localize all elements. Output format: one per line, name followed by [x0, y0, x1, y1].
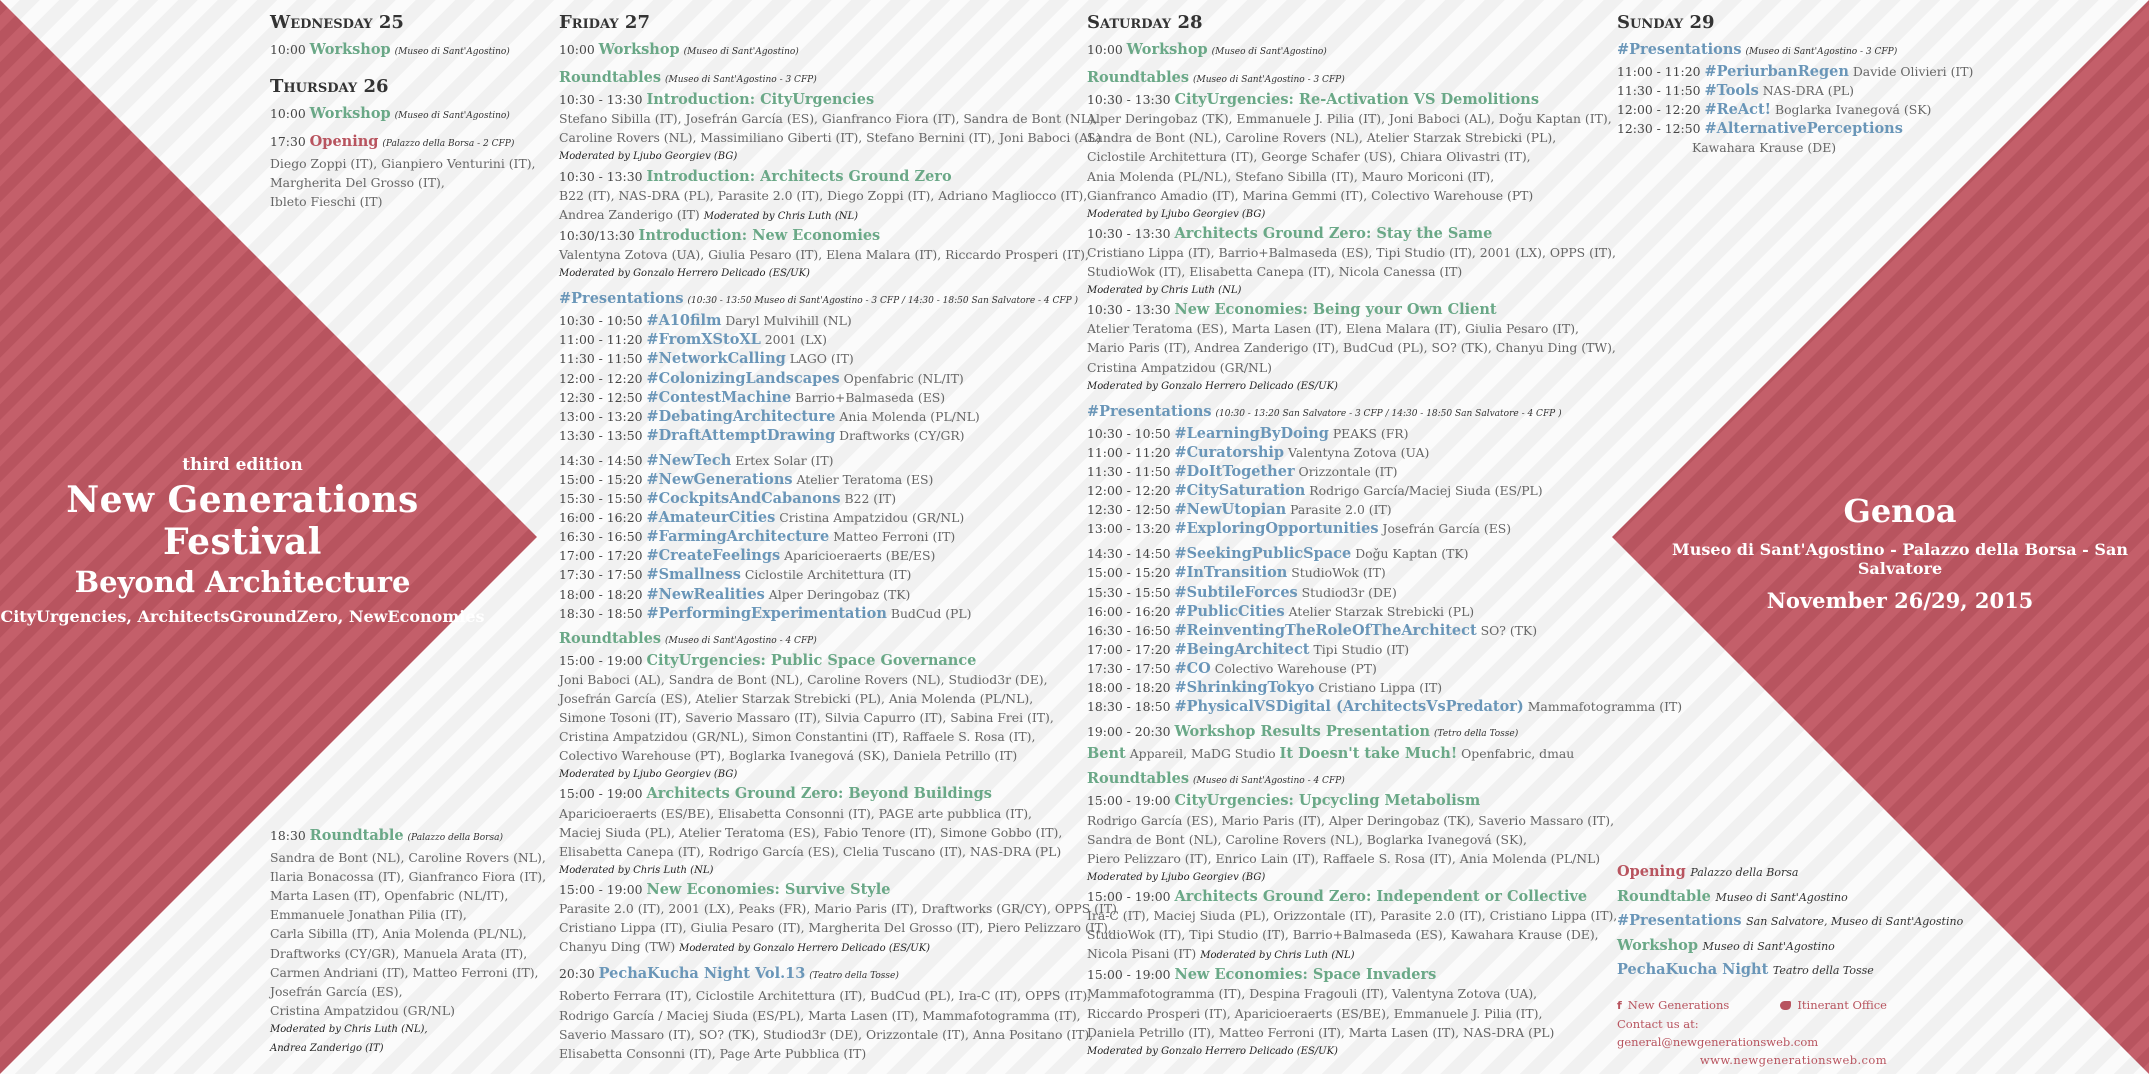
- column-sunday: [1617, 10, 1974, 158]
- thu-workshop: 10:00 Workshop (Museo di Sant'Agostino): [270, 105, 510, 123]
- names-line: Ciclostile Architettura (IT), George Schafer (US), Chiara Olivastri (IT),: [1087, 149, 1531, 165]
- session-title: 15:00 - 19:00 CityUrgencies: Public Space Governance: [559, 651, 977, 669]
- presentation-item: 10:30 - 10:50 #LearningByDoing PEAKS (FR): [1087, 424, 1409, 442]
- day-heading-saturday: Saturday 28: [1087, 12, 1203, 33]
- day-heading-sunday: Sunday 29: [1617, 12, 1715, 33]
- sat-workshop-projects: Bent Appareil, MaDG Studio It Doesn't take Much! Openfabric, dmau: [1087, 745, 1575, 763]
- names-line: Alper Deringobaz (TK), Emmanuele J. Pilia (IT), Joni Baboci (AL), Doǧu Kaptan (IT),: [1087, 111, 1612, 127]
- session-title: 15:00 - 19:00 Architects Ground Zero: Beyond Buildings: [559, 785, 992, 803]
- moderator-line: Moderated by Ljubo Georgiev (BG): [559, 769, 738, 781]
- presentation-item: 11:00 - 11:20 #PeriurbanRegen Davide Olivieri (IT): [1617, 63, 1974, 81]
- session-title: 10:30/13:30 Introduction: New Economies: [559, 226, 881, 244]
- day-heading-friday: Friday 27: [559, 12, 650, 33]
- session-title: 10:30 - 13:30 Introduction: CityUrgencies: [559, 91, 875, 109]
- names-line: Sandra de Bont (NL), Caroline Rovers (NL), Atelier Starzak Strebicki (PL),: [1087, 130, 1557, 146]
- festival-subtitle: Beyond Architecture: [74, 565, 411, 599]
- social-links: [1617, 996, 1887, 1015]
- presentation-item: 13:00 - 13:20 #ExploringOpportunities Josefrán García (ES): [1087, 520, 1512, 538]
- names-line: Piero Pelizzaro (IT), Enrico Lain (IT), Raffaele S. Rosa (IT), Ania Molenda (PL/NL): [1087, 850, 1601, 866]
- presentation-item: 15:00 - 15:20 #InTransition StudioWok (IT): [1087, 564, 1386, 582]
- names-line: Rodrigo García / Maciej Siuda (ES/PL), Marta Lasen (IT), Mammafotogramma (IT),: [559, 1007, 1081, 1023]
- sat-roundtables-pm-header: Roundtables (Museo di Sant'Agostino - 4 CFP): [1087, 770, 1345, 788]
- thu-opening: 17:30 Opening (Palazzo della Borsa - 2 CFP): [270, 133, 515, 151]
- session-title: 10:30 - 13:30 New Economies: Being your Own Client: [1087, 301, 1497, 319]
- names-line: Valentyna Zotova (UA), Giulia Pesaro (IT), Elena Malara (IT), Riccardo Prosperi (IT),: [559, 246, 1089, 262]
- sun-presentations: [1617, 62, 1974, 138]
- moderator-line: Moderated by Chris Luth (NL),: [270, 1023, 428, 1035]
- website-link[interactable]: www.newgenerationsweb.com: [1699, 1053, 1887, 1067]
- twitter-icon: [1780, 1001, 1791, 1010]
- names-line: Colectivo Warehouse (PT), Boglarka Ivanegová (SK), Daniela Petrillo (IT): [559, 748, 1018, 764]
- facebook-icon: f: [1617, 999, 1622, 1012]
- venue-legend: [1617, 860, 1963, 983]
- venues: Museo di Sant'Agostino - Palazzo della Borsa - San Salvatore: [1672, 540, 2128, 578]
- names-line: Draftworks (CY/GR), Manuela Arata (IT),: [270, 945, 528, 961]
- names-line: Ania Molenda (PL/NL), Stefano Sibilla (IT), Mauro Moriconi (IT),: [1087, 168, 1495, 184]
- column-wed-thu: [270, 10, 545, 212]
- fri-pechakucha: 20:30 PechaKucha Night Vol.13 (Teatro della Tosse): [559, 965, 899, 983]
- fri-roundtables-pm-header: Roundtables (Museo di Sant'Agostino - 4 CFP): [559, 629, 817, 647]
- presentation-item: 16:30 - 16:50 #FarmingArchitecture Matteo Ferroni (IT): [559, 528, 956, 546]
- festival-themes: CityUrgencies, ArchitectsGroundZero, NewEconomies: [0, 607, 485, 626]
- sat-roundtables-header: Roundtables (Museo di Sant'Agostino - 3 CFP): [1087, 69, 1345, 87]
- presentation-item: 15:30 - 15:50 #CockpitsAndCabanons B22 (IT): [559, 490, 897, 508]
- names-line: Saverio Massaro (IT), SO? (TK), Studiod3r (DE), Orizzontale (IT), Anna Positano (IT),: [559, 1026, 1094, 1042]
- names-line: StudioWok (IT), Tipi Studio (IT), Barrio+Balmaseda (ES), Kawahara Krause (DE),: [1087, 927, 1599, 943]
- names-line: Cristina Ampatzidou (GR/NL): [1087, 359, 1272, 375]
- festival-name: New Generations Festival: [66, 479, 419, 563]
- names-line: Marta Lasen (IT), Openfabric (NL/IT),: [270, 888, 509, 904]
- presentation-item: 14:30 - 14:50 #SeekingPublicSpace Doǧu Kaptan (TK): [1087, 545, 1469, 563]
- festival-dates: November 26/29, 2015: [1766, 588, 2034, 613]
- legend-workshop: Workshop Museo di Sant'Agostino: [1617, 936, 1835, 954]
- presentation-item: 18:30 - 18:50 #PhysicalVSDigital (ArchitectsVsPredator) Mammafotogramma (IT): [1087, 698, 1683, 716]
- presentation-item: 17:00 - 17:20 #BeingArchitect Tipi Studio (IT): [1087, 640, 1410, 658]
- fri-presentations-afternoon: [559, 451, 1079, 623]
- sat-presentations-morning: [1087, 424, 1597, 539]
- names-line: Atelier Teratoma (ES), Marta Lasen (IT), Elena Malara (IT), Giulia Pesaro (IT),: [1087, 321, 1579, 337]
- day-heading-wednesday: Wednesday 25: [270, 12, 404, 33]
- names-line: Cristina Ampatzidou (GR/NL), Simon Constantini (IT), Raffaele S. Rosa (IT),: [559, 729, 1036, 745]
- names-line: Carla Sibilla (IT), Ania Molenda (PL/NL),: [270, 926, 527, 942]
- presentation-item: 16:00 - 16:20 #PublicCities Atelier Starzak Strebicki (PL): [1087, 602, 1475, 620]
- names-line: Josefrán García (ES), Atelier Starzak Strebicki (PL), Ania Molenda (PL/NL),: [559, 691, 1034, 706]
- twitter-link[interactable]: Itinerant Office: [1780, 996, 1887, 1015]
- names-line: Rodrigo García (ES), Mario Paris (IT), Alper Deringobaz (TK), Saverio Massaro (IT),: [1087, 812, 1615, 828]
- presentation-item: 16:30 - 16:50 #ReinventingTheRoleOfTheArchitect SO? (TK): [1087, 621, 1538, 639]
- session-title: 10:30 - 13:30 CityUrgencies: Re-Activation VS Demolitions: [1087, 91, 1539, 109]
- sat-workshop: 10:00 Workshop (Museo di Sant'Agostino): [1087, 41, 1327, 58]
- names-line: Sandra de Bont (NL), Caroline Rovers (NL), Boglarka Ivanegová (SK),: [1087, 831, 1527, 847]
- names-line: Elisabetta Canepa (IT), Rodrigo García (ES), Clelia Tuscano (IT), NAS-DRA (PL): [559, 843, 1062, 859]
- sat-workshop-results: 19:00 - 20:30 Workshop Results Presentation (Tetro della Tosse): [1087, 723, 1519, 741]
- session-title: 15:00 - 19:00 New Economies: Space Invaders: [1087, 966, 1437, 984]
- presentation-item: 12:00 - 12:20 #CitySaturation Rodrigo García/Maciej Siuda (ES/PL): [1087, 482, 1543, 500]
- names-line: Cristiano Lippa (IT), Giulia Pesaro (IT), Margherita Del Grosso (IT), Piero Pelizzaro (IT),: [559, 920, 1112, 936]
- thu-opening-names: Margherita Del Grosso (IT),: [270, 175, 445, 191]
- moderator-line: Moderated by Ljubo Georgiev (BG): [1087, 208, 1266, 220]
- names-line: Ira-C (IT), Maciej Siuda (PL), Orizzontale (IT), Parasite 2.0 (IT), Cristiano Lippa (IT),: [1087, 908, 1618, 924]
- presentation-item: 12:00 - 12:20 #ReAct! Boglarka Ivanegová (SK): [1617, 101, 1932, 119]
- session-title: 15:00 - 19:00 Architects Ground Zero: Independent or Collective: [1087, 887, 1588, 905]
- names-line: Josefrán García (ES),: [270, 983, 403, 999]
- fri-workshop: 10:00 Workshop (Museo di Sant'Agostino): [559, 41, 799, 58]
- names-line: Riccardo Prosperi (IT), Aparicioeraerts (ES/BE), Emmanuele J. Pilia (IT),: [1087, 1005, 1543, 1021]
- festival-title-block: [0, 455, 485, 626]
- presentation-item: 12:30 - 12:50 #ContestMachine Barrio+Balmaseda (ES): [559, 388, 946, 406]
- session-title: 10:30 - 13:30 Architects Ground Zero: Stay the Same: [1087, 224, 1493, 242]
- names-line: Stefano Sibilla (IT), Josefrán García (ES), Gianfranco Fiora (IT), Sandra de Bont (NL),: [559, 111, 1098, 127]
- presentation-item: 11:30 - 11:50 #NetworkCalling LAGO (IT): [559, 350, 854, 368]
- moderator-line: Moderated by Gonzalo Herrero Delicado (ES/UK): [1087, 380, 1338, 392]
- names-line: Ilaria Bonacossa (IT), Gianfranco Fiora (IT),: [270, 869, 547, 885]
- names-line: Simone Tosoni (IT), Saverio Massaro (IT), Silvia Capurro (IT), Sabina Frei (IT),: [559, 710, 1054, 726]
- presentation-item: 13:30 - 13:50 #DraftAttemptDrawing Draftworks (CY/GR): [559, 426, 965, 444]
- names-line: Roberto Ferrara (IT), Ciclostile Architettura (IT), BudCud (PL), Ira-C (IT), OPPS (IT),: [559, 988, 1092, 1004]
- thu-opening-names: Diego Zoppi (IT), Gianpiero Venturini (IT),: [270, 156, 536, 172]
- sun-last-presenter: Kawahara Krause (DE): [1692, 140, 1837, 156]
- presentation-item: 14:30 - 14:50 #NewTech Ertex Solar (IT): [559, 451, 834, 469]
- presentation-item: 13:00 - 13:20 #DebatingArchitecture Ania Molenda (PL/NL): [559, 407, 980, 425]
- legend-opening: Opening Palazzo della Borsa: [1617, 863, 1799, 880]
- legend-pechakucha: PechaKucha Night Teatro della Tosse: [1617, 961, 1874, 978]
- presentation-item: 10:30 - 10:50 #A10film Daryl Mulvihill (NL): [559, 312, 852, 330]
- presentation-item: 12:30 - 12:50 #AlternativePerceptions: [1617, 120, 1903, 138]
- moderator-line: Moderated by Ljubo Georgiev (BG): [559, 151, 738, 163]
- fri-presentations-header: #Presentations (10:30 - 13:50 Museo di Sant'Agostino - 3 CFP / 14:30 - 18:50 San Salvatore - 4 CFP ): [559, 290, 1079, 308]
- session-title: 10:30 - 13:30 Introduction: Architects Ground Zero: [559, 167, 952, 185]
- names-line: Emmanuele Jonathan Pilia (IT),: [270, 907, 467, 923]
- presentation-item: 11:30 - 11:50 #DoItTogether Orizzontale (IT): [1087, 462, 1398, 480]
- names-line: Parasite 2.0 (IT), 2001 (LX), Peaks (FR), Mario Paris (IT), Draftworks (GR/CY), OPPS (IT): [559, 901, 1117, 917]
- fri-roundtables-header: Roundtables (Museo di Sant'Agostino - 3 CFP): [559, 69, 817, 87]
- names-with-moderator: Chanyu Ding (TW) Moderated by Gonzalo Herrero Delicado (ES/UK): [559, 939, 931, 955]
- presentation-item: 16:00 - 16:20 #AmateurCities Cristina Ampatzidou (GR/NL): [559, 509, 965, 527]
- names-line: Mario Paris (IT), Andrea Zanderigo (IT), BudCud (PL), SO? (TK), Chanyu Ding (TW),: [1087, 340, 1616, 356]
- column-friday: [559, 10, 1117, 1063]
- names-line: StudioWok (IT), Elisabetta Canepa (IT), Nicola Canessa (IT): [1087, 264, 1463, 280]
- names-line: Daniela Petrillo (IT), Matteo Ferroni (IT), Marta Lasen (IT), NAS-DRA (PL): [1087, 1024, 1555, 1040]
- moderator-line: Moderated by Gonzalo Herrero Delicado (ES/UK): [1087, 1045, 1338, 1057]
- names-line: B22 (IT), NAS-DRA (PL), Parasite 2.0 (IT), Diego Zoppi (IT), Adriano Magliocco (IT),: [559, 187, 1088, 203]
- city-name: Genoa: [1843, 492, 1957, 530]
- sun-presentations-header: #Presentations (Museo di Sant'Agostino - 3 CFP): [1617, 41, 1898, 58]
- edition-label: third edition: [182, 455, 303, 475]
- names-line: Joni Baboci (AL), Sandra de Bont (NL), Caroline Rovers (NL), Studiod3r (DE),: [559, 671, 1048, 687]
- names-with-moderator: Nicola Pisani (IT) Moderated by Chris Luth (NL): [1087, 946, 1355, 962]
- thu-roundtable-header: 18:30 Roundtable (Palazzo della Borsa): [270, 827, 503, 844]
- thu-opening-names: Ibleto Fieschi (IT): [270, 194, 383, 210]
- session-title: 15:00 - 19:00 New Economies: Survive Style: [559, 880, 891, 898]
- names-line: Elisabetta Consonni (IT), Page Arte Pubblica (IT): [559, 1045, 867, 1061]
- presentation-item: 18:00 - 18:20 #NewRealities Alper Deringobaz (TK): [559, 585, 911, 603]
- names-line: Caroline Rovers (NL), Massimiliano Giberti (IT), Stefano Bernini (IT), Joni Baboci (AL): [559, 130, 1102, 146]
- names-with-moderator: Andrea Zanderigo (IT) Moderated by Chris Luth (NL): [559, 206, 859, 222]
- names-line: Sandra de Bont (NL), Caroline Rovers (NL),: [270, 850, 546, 866]
- moderator-line: Moderated by Chris Luth (NL): [1087, 285, 1242, 297]
- names-line: Aparicioeraerts (ES/BE), Elisabetta Consonni (IT), PAGE arte pubblica (IT),: [559, 805, 1032, 821]
- presentation-item: 17:30 - 17:50 #Smallness Ciclostile Architettura (IT): [559, 566, 912, 584]
- sat-presentations-afternoon: [1087, 544, 1683, 716]
- presentation-item: 18:00 - 18:20 #ShrinkingTokyo Cristiano Lippa (IT): [1087, 679, 1443, 696]
- day-heading-thursday: Thursday 26: [270, 76, 389, 98]
- moderator-line: Andrea Zanderigo (IT): [270, 1043, 384, 1055]
- contact-block: [1617, 996, 1887, 1069]
- presentation-item: 11:30 - 11:50 #Tools NAS-DRA (PL): [1617, 82, 1854, 100]
- presentation-item: 17:00 - 17:20 #CreateFeelings Aparicioeraerts (BE/ES): [559, 547, 936, 565]
- session-title: 15:00 - 19:00 CityUrgencies: Upcycling Metabolism: [1087, 792, 1481, 810]
- presentation-item: 11:00 - 11:20 #Curatorship Valentyna Zotova (UA): [1087, 443, 1430, 461]
- location-block: [1660, 492, 2140, 613]
- presentation-item: 15:00 - 15:20 #NewGenerations Atelier Teratoma (ES): [559, 470, 934, 488]
- presentation-item: 17:30 - 17:50 #CO Colectivo Warehouse (PT): [1087, 659, 1377, 677]
- names-line: Cristiano Lippa (IT), Barrio+Balmaseda (ES), Tipi Studio (IT), 2001 (LX), OPPS (IT),: [1087, 244, 1616, 260]
- legend-roundtable: Roundtable Museo di Sant'Agostino: [1617, 887, 1848, 905]
- fri-presentations-morning: [559, 311, 1079, 445]
- presentation-item: 12:30 - 12:50 #NewUtopian Parasite 2.0 (IT): [1087, 501, 1392, 519]
- names-line: Cristina Ampatzidou (GR/NL): [270, 1002, 455, 1018]
- presentation-item: 12:00 - 12:20 #ColonizingLandscapes Openfabric (NL/IT): [559, 369, 964, 387]
- names-line: Carmen Andriani (IT), Matteo Ferroni (IT),: [270, 964, 539, 980]
- wed-workshop: 10:00 Workshop (Museo di Sant'Agostino): [270, 41, 510, 58]
- legend-presentations: #Presentations San Salvatore, Museo di Sant'Agostino: [1617, 912, 1964, 929]
- thu-roundtable: [270, 826, 545, 1058]
- moderator-line: Moderated by Ljubo Georgiev (BG): [1087, 871, 1266, 883]
- contact-email[interactable]: Contact us at: general@newgenerationsweb.com: [1617, 1017, 1819, 1049]
- names-line: Gianfranco Amadio (IT), Marina Gemmi (IT), Colectivo Warehouse (PT): [1087, 187, 1534, 203]
- moderator-line: Moderated by Chris Luth (NL): [559, 864, 714, 876]
- facebook-link[interactable]: f New Generations: [1617, 996, 1729, 1015]
- presentation-item: 15:30 - 15:50 #SubtileForces Studiod3r (DE): [1087, 583, 1397, 601]
- presentation-item: 11:00 - 11:20 #FromXStoXL 2001 (LX): [559, 331, 827, 349]
- names-line: Maciej Siuda (PL), Atelier Teratoma (ES), Fabio Tenore (IT), Simone Gobbo (IT),: [559, 824, 1063, 840]
- sat-presentations-header: #Presentations (10:30 - 13:20 San Salvatore - 3 CFP / 14:30 - 18:50 San Salvatore - 4 CFP ): [1087, 402, 1562, 420]
- names-line: Mammafotogramma (IT), Despina Fragouli (IT), Valentyna Zotova (UA),: [1087, 986, 1538, 1002]
- presentation-item: 18:30 - 18:50 #PerformingExperimentation BudCud (PL): [559, 604, 972, 622]
- moderator-line: Moderated by Gonzalo Herrero Delicado (ES/UK): [559, 268, 810, 280]
